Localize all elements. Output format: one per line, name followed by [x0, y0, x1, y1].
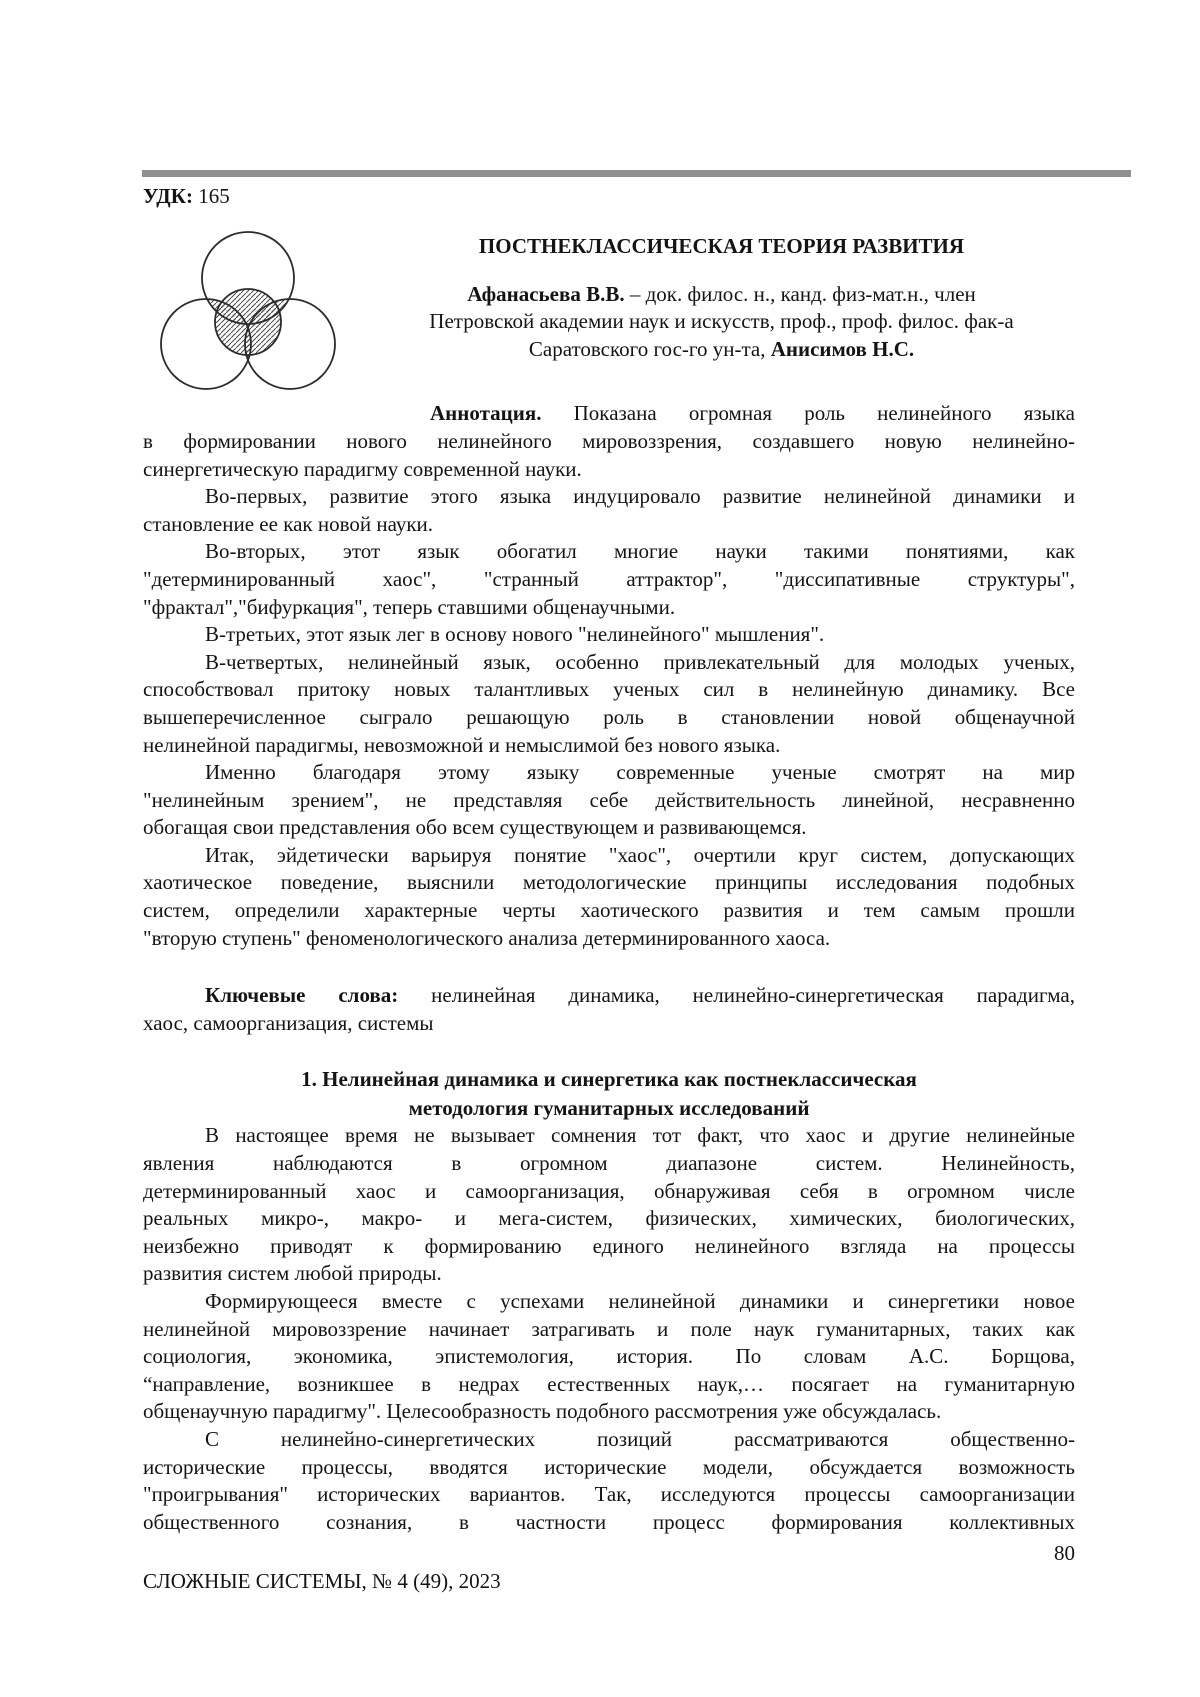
author-affiliation: Саратовского гос-го ун-та, — [528, 336, 771, 361]
text-line: нелинейной парадигмы, невозможной и немыслимой без нового языка. — [143, 732, 781, 757]
abstract-paragraph-2 — [143, 483, 1075, 538]
text-line: Итак, эйдетически варьируя понятие "хаос", очертили круг систем, допускающих — [205, 842, 1075, 867]
section-1-paragraph-3 — [143, 1426, 1075, 1536]
udk-label: УДК: — [143, 184, 193, 208]
text-line: в формировании нового нелинейного мировоззрения, создавшего новую нелинейно- — [143, 428, 1075, 453]
text-line: Во-вторых, этот язык обогатил многие науки такими понятиями, как — [205, 539, 1075, 564]
section-1-heading-line-2: методология гуманитарных исследований — [408, 1095, 810, 1120]
text-line: Ключевые слова: нелинейная динамика, нелинейно-синергетическая парадигма, — [205, 983, 1075, 1008]
text-line: “направление, возникшее в недрах естественных наук,… посягает на гуманитарную — [143, 1371, 1075, 1396]
abstract-paragraph-7 — [143, 842, 1075, 952]
text-line: развития систем любой природы. — [143, 1261, 442, 1286]
author-name-afanasyeva: Афанасьева В.В. — [467, 281, 625, 306]
udk-value: 165 — [192, 184, 230, 208]
text-line: "нелинейным зрением", не представляя себе действительность линейной, несравненно — [143, 787, 1075, 812]
text-line: исторические процессы, вводятся исторические модели, обсуждается возможность — [143, 1454, 1075, 1479]
abstract-paragraph-6 — [143, 759, 1075, 842]
text-line: Формирующееся вместе с успехами нелинейной динамики и синергетики новое — [205, 1289, 1075, 1313]
text-line: "детерминированный хаос", "странный аттрактор", "диссипативные структуры", — [143, 566, 1075, 591]
text-line: нелинейной мировоззрение начинает затрагивать и поле наук гуманитарных, таких как — [143, 1316, 1075, 1341]
text-line: Аннотация. Показана огромная роль нелинейного языка — [430, 401, 1075, 426]
abstract-paragraph-3 — [143, 538, 1075, 621]
section-1-paragraph-2 — [143, 1288, 1075, 1426]
text-line: В-третьих, этот язык лег в основу нового "нелинейного" мышления". — [205, 622, 825, 647]
author-line-2: Петровской академии наук и искусств, проф., проф. филос. фак-а — [429, 309, 1014, 334]
author-credentials: – док. филос. н., канд. физ-мат.н., член — [624, 281, 976, 306]
text-line: неизбежно приводят к формированию единого нелинейного взгляда на процессы — [143, 1233, 1075, 1258]
text-line: способствовал притоку новых талантливых ученых сил в нелинейную динамику. Все — [143, 677, 1075, 702]
text-line: становление ее как новой науки. — [143, 511, 434, 536]
text-line: общенаучную парадигму". Целесообразность подобного рассмотрения уже обсуждалась. — [143, 1399, 942, 1424]
section-1-heading-line-1: 1. Нелинейная динамика и синергетика как постнеклассическая — [301, 1067, 917, 1092]
abstract-paragraph-5 — [143, 649, 1075, 759]
text-line: С нелинейно-синергетических позиций рассматриваются общественно- — [205, 1426, 1075, 1451]
text-line: Именно благодаря этому языку современные ученые смотрят на мир — [205, 760, 1075, 785]
text-line: хаос, самоорганизация, системы — [143, 1010, 434, 1035]
text-line: В-четвертых, нелинейный язык, особенно привлекательный для молодых ученых, — [205, 649, 1075, 674]
author-name-anisimov: Анисимов Н.С. — [770, 336, 915, 361]
text-line: систем, определили характерные черты хаотического развития и тем самым прошли — [143, 898, 1075, 923]
text-line: "вторую ступень" феноменологического анализа детерминированного хаоса. — [143, 925, 831, 950]
section-1-heading — [143, 1065, 1075, 1122]
keywords-paragraph — [143, 982, 1075, 1037]
text-line: "фрактал","бифуркация", теперь ставшими общенаучными. — [143, 594, 676, 619]
text-line: синергетическую парадигму современной науки. — [143, 456, 582, 481]
text-line: явления наблюдаются в огромном диапазоне систем. Нелинейность, — [143, 1151, 1075, 1176]
text-line: реальных микро-, макро- и мега-систем, физических, химических, биологических, — [143, 1206, 1075, 1231]
article-title: ПОСТНЕКЛАССИЧЕСКАЯ ТЕОРИЯ РАЗВИТИЯ — [478, 233, 965, 258]
text-line: В настоящее время не вызывает сомнения тот факт, что хаос и другие нелинейные — [205, 1123, 1075, 1148]
text-line: хаотическое поведение, выяснили методологические принципы исследования подобных — [143, 870, 1075, 895]
header-divider-bar — [142, 170, 1131, 177]
text-line: социология, экономика, эпистемология, история. По словам А.С. Борщова, — [143, 1344, 1075, 1369]
udk-line — [143, 0, 1075, 211]
text-line: Во-первых, развитие этого языка индуцировало развитие нелинейной динамики и — [205, 484, 1075, 509]
text-line: детерминированный хаос и самоорганизация, обнаруживая себя в огромном числе — [143, 1178, 1075, 1203]
text-line: общественного сознания, в частности процесс формирования коллективных — [143, 1509, 1075, 1534]
journal-footer: СЛОЖНЫЕ СИСТЕМЫ, № 4 (49), 2023 — [143, 1568, 501, 1593]
page-number: 80 — [1054, 1541, 1075, 1566]
text-line: вышеперечисленное сыграло решающую роль в становлении новой общенаучной — [143, 704, 1075, 729]
abstract-paragraph-4 — [143, 621, 1075, 649]
journal-emblem-icon — [146, 228, 351, 416]
section-1-paragraph-1 — [143, 1122, 1075, 1288]
text-line: обогащая свои представления обо всем существующем и развивающемся. — [143, 815, 807, 840]
text-line: "проигрывания" исторических вариантов. Так, исследуются процессы самоорганизации — [143, 1482, 1075, 1507]
